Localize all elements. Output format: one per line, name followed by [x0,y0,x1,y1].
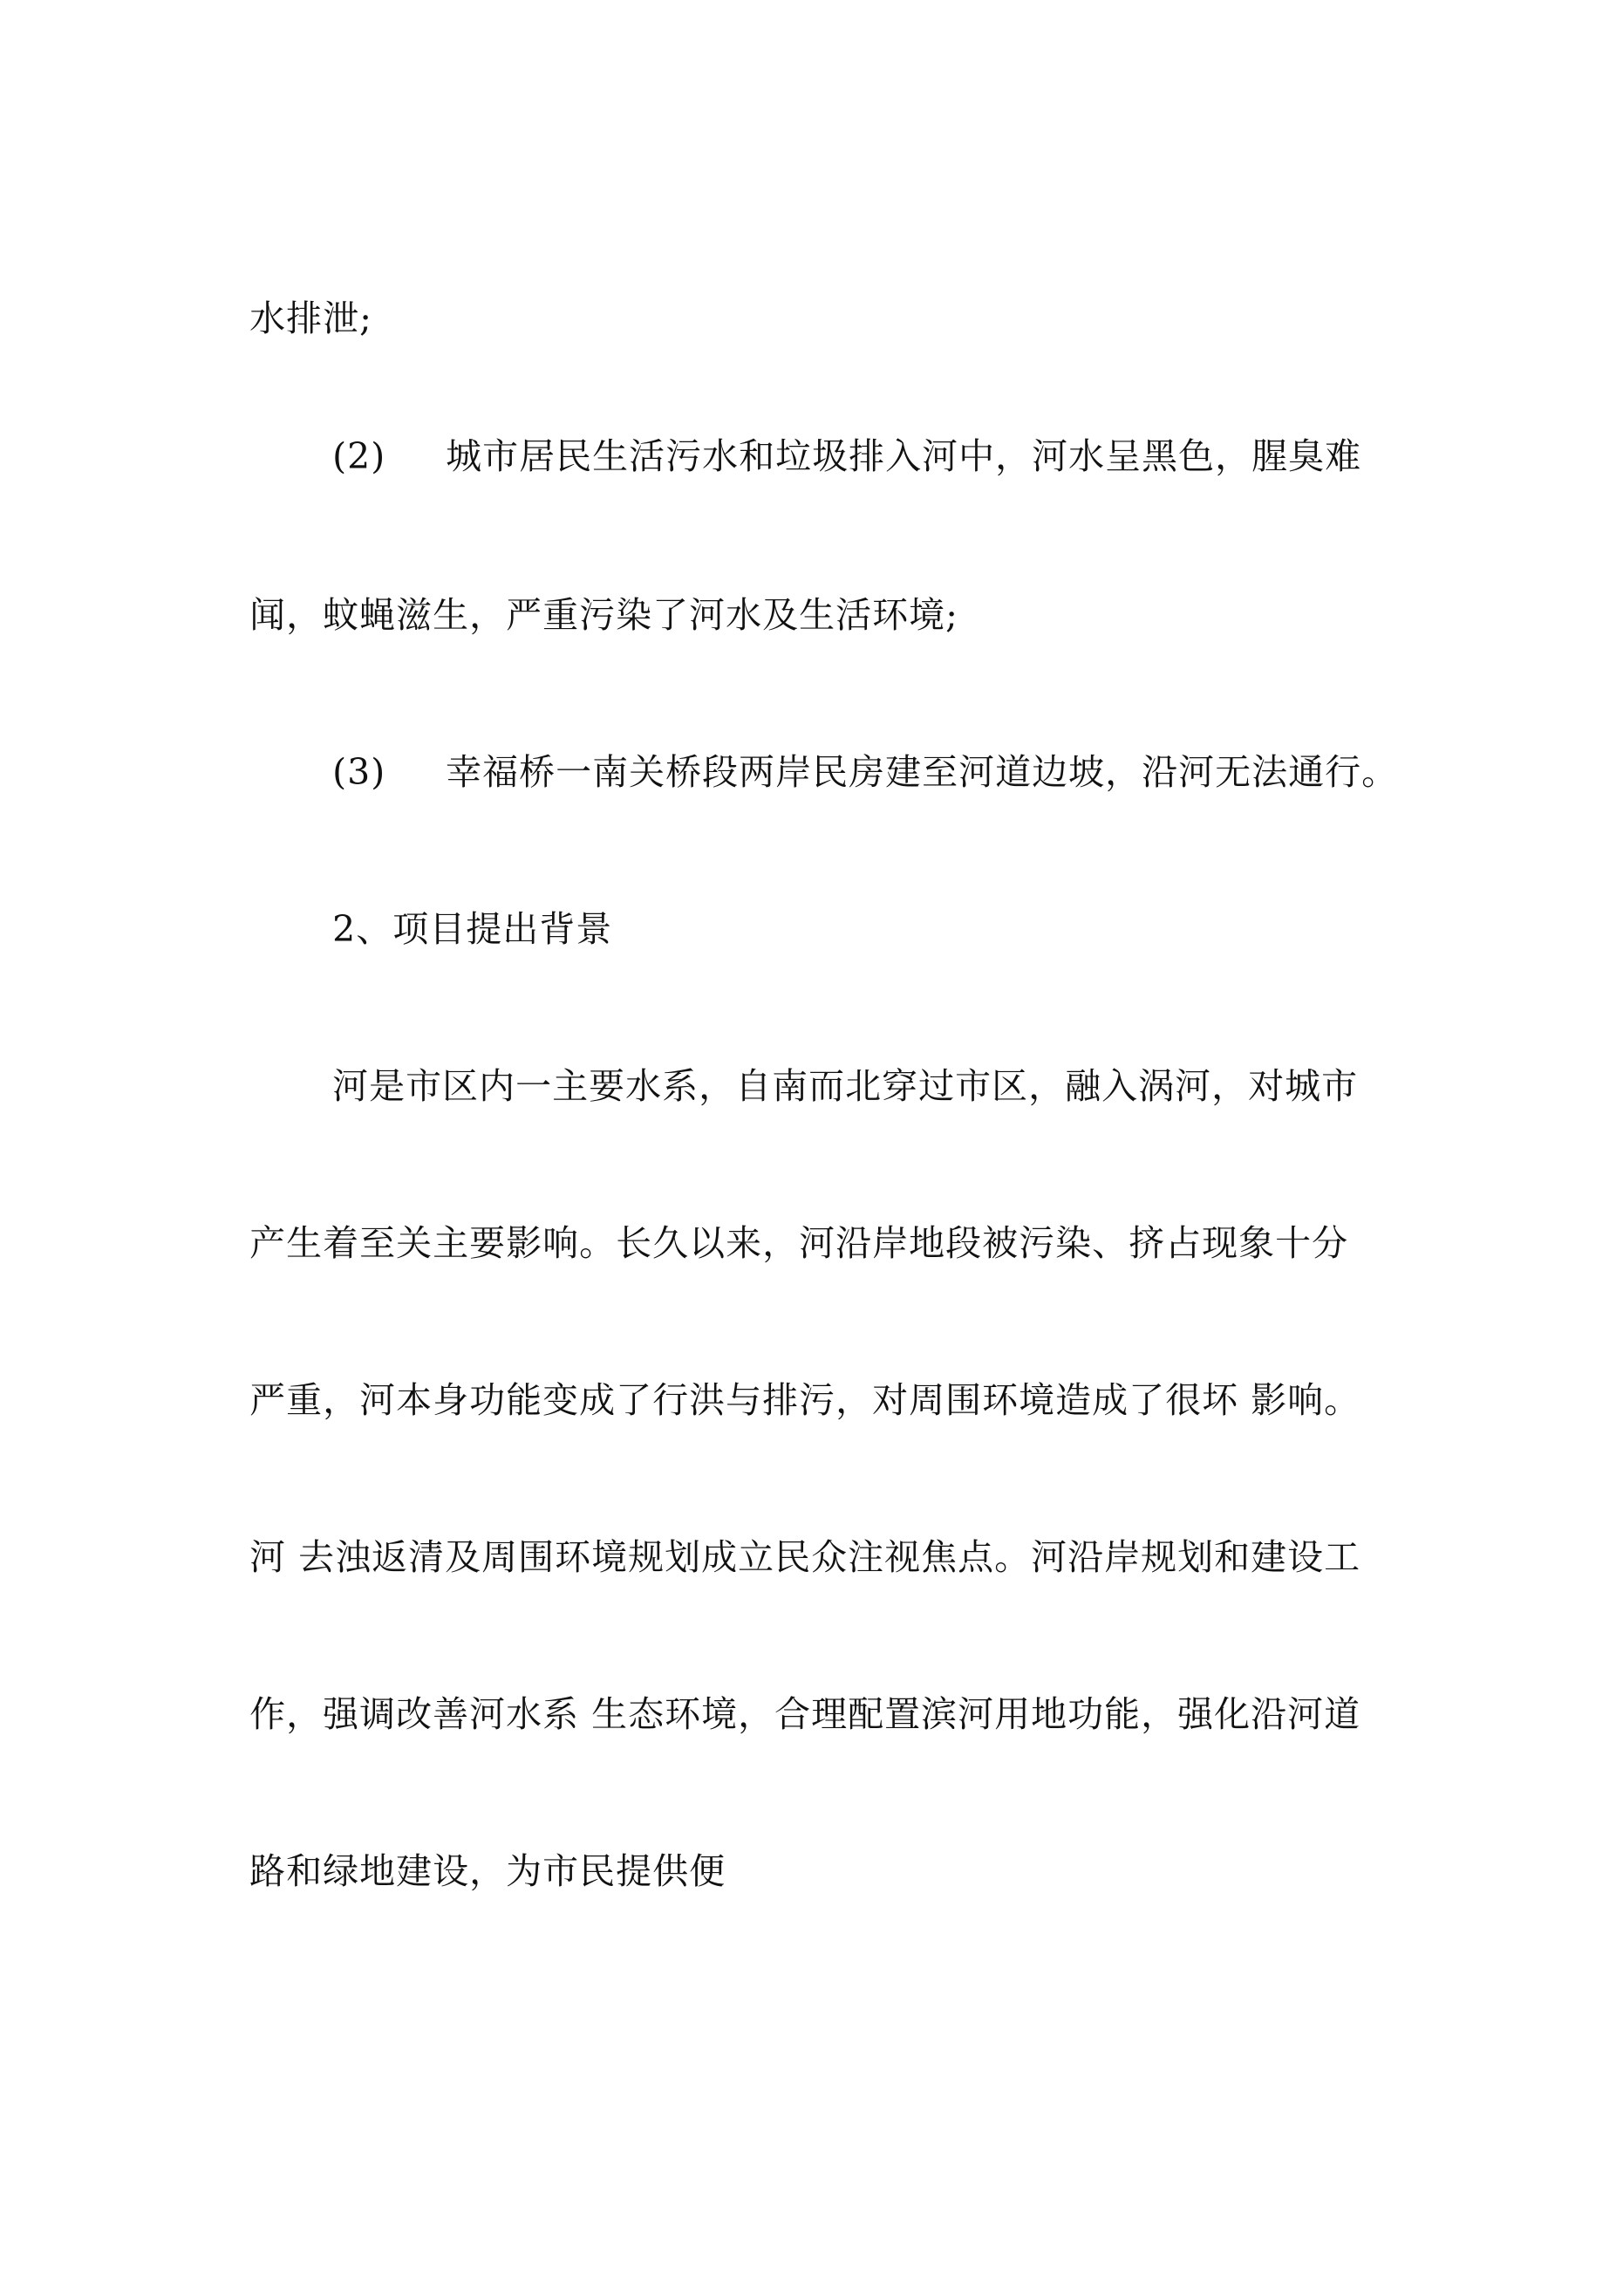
text-line-1 [201,227,1430,339]
section-heading-text: 2、项目提出背景 [332,908,613,950]
paragraph-line-5 [201,1623,1430,1735]
line-text: 河是市区内一主要水系，自南而北穿过市区，融入涡河，对城市 [332,1065,1359,1107]
list-item-number: (2) [332,435,386,477]
line-text: 严重，河本身功能变成了行洪与排污，对周围环境造成了很坏 影响。 [249,1379,1361,1421]
paragraph-line-3 [201,1309,1430,1421]
line-text: 闻，蚊蝇滋生，严重污染了河水及生活环境; [249,594,958,636]
paragraph-line-1 [283,994,1430,1107]
line-text: 河 去浊返清及周围环境规划成立民众注视焦点。河沿岸规划和建设工 [249,1536,1361,1578]
line-text: 路和绿地建设，为市民提供便 [249,1850,726,1892]
text-line-3 [201,523,1430,636]
list-item-text: 城市居民生活污水和垃圾排入河中，河水呈黑色，腥臭难 [446,435,1362,477]
paragraph-line-2 [201,1151,1430,1264]
list-item-text: 幸福桥一南关桥段两岸民房建至河道边坡，沿河无法通行。 [446,751,1399,793]
paragraph-line-4 [201,1466,1430,1578]
line-text: 产生着至关主要影响。长久以来，河沿岸地段被污染、挤占现象十分 [249,1222,1349,1264]
section-heading [283,837,1513,950]
list-item-3 [283,680,1513,793]
list-item-2 [283,365,1513,477]
list-item-number: (3) [332,751,386,793]
line-text: 水排泄; [249,297,372,339]
paragraph-line-6 [201,1780,1430,1892]
line-text: 作，强调改善河水系 生态环境，合理配置滨河用地功能，强化沿河道 [249,1693,1361,1735]
